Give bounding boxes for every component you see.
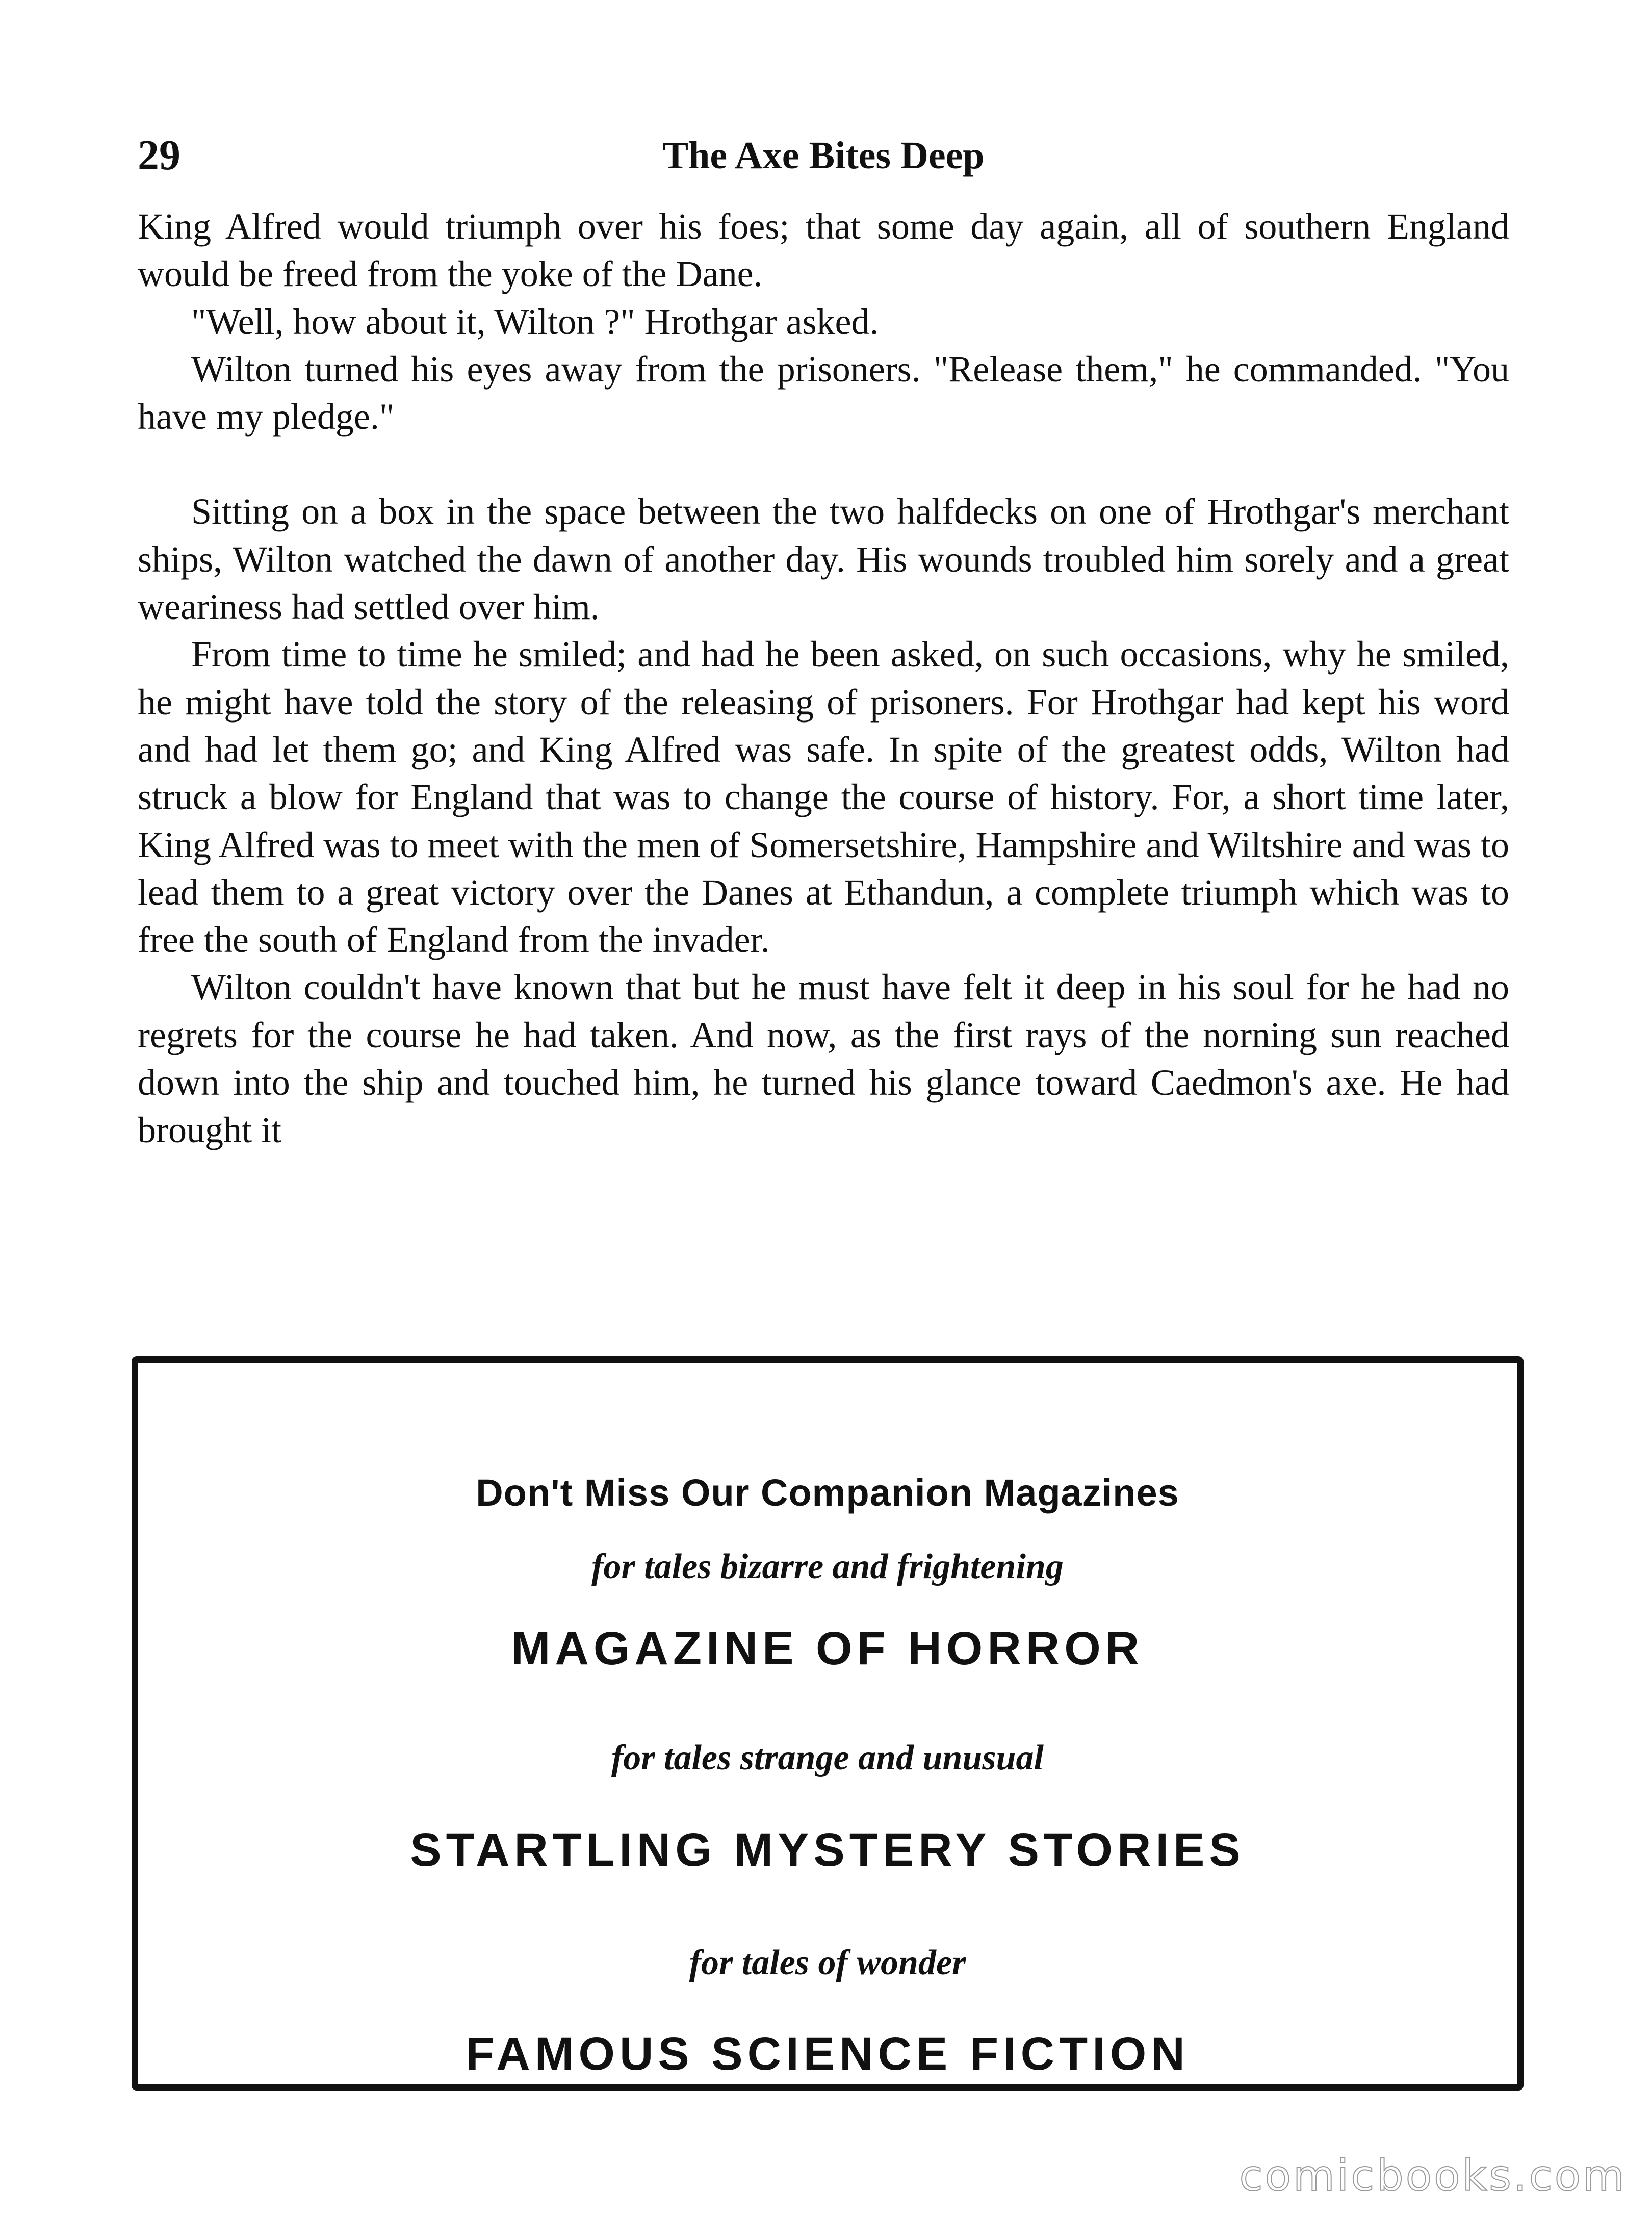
page-header: [138, 127, 1509, 184]
ad-heading: Don't Miss Our Companion Magazines: [476, 1472, 1179, 1514]
ad-content: [138, 1465, 1517, 2084]
story-paragraph: From time to time he smiled; and had he been asked, on such occasions, why he smiled, he might have told the story of the releasing of prisoners. For Hrothgar had kept his word and had let them go; and King Alfred was safe. In spite of the greatest odds, Wilton had struck a blow for England that was to change the course of history. For, a short time later, King Alfred was to meet with the men of Somersetshire, Hampshire and Wiltshire and was to lead them to a great victory over the Danes at Ethandun, a complete triumph which was to free the south of England from the invader.: [138, 634, 1509, 961]
story-paragraph: "Well, how about it, Wilton ?" Hrothgar asked.: [191, 301, 879, 342]
magazine-title: MAGAZINE OF HORROR: [511, 1622, 1144, 1674]
ad-tagline: for tales strange and unusual: [611, 1738, 1044, 1777]
story-paragraph: Wilton couldn't have known that but he must have felt it deep in his soul for he had no regrets for the course he had taken. And now, as the first rays of the norning sun reached down into the ship and touched him, he turned his glance toward Caedmon's axe. He had brought it: [138, 967, 1509, 1151]
story-text: [138, 203, 1509, 1154]
running-title: The Axe Bites Deep: [662, 134, 985, 177]
site-watermark: comicbooks.com: [1239, 2151, 1627, 2201]
ad-tagline: for tales of wonder: [689, 1943, 966, 1982]
story-paragraph: Sitting on a box in the space between the two halfdecks on one of Hrothgar's merchant ships, Wilton watched the dawn of another day. His wounds troubled him sorely and a great weariness had settled over him.: [138, 491, 1509, 628]
page-number: 29: [138, 132, 180, 179]
story-paragraph: Wilton turned his eyes away from the prisoners. "Release them," he commanded. "You have my pledge.": [138, 348, 1509, 437]
ad-tagline: for tales bizarre and frightening: [591, 1547, 1064, 1586]
story-paragraph: King Alfred would triumph over his foes; that some day again, all of southern England would be freed from the yoke of the Dane.: [138, 206, 1509, 295]
magazine-title: FAMOUS SCIENCE FICTION: [466, 2028, 1190, 2080]
companion-magazines-ad: [132, 1356, 1524, 2091]
magazine-title: STARTLING MYSTERY STORIES: [410, 1824, 1245, 1876]
